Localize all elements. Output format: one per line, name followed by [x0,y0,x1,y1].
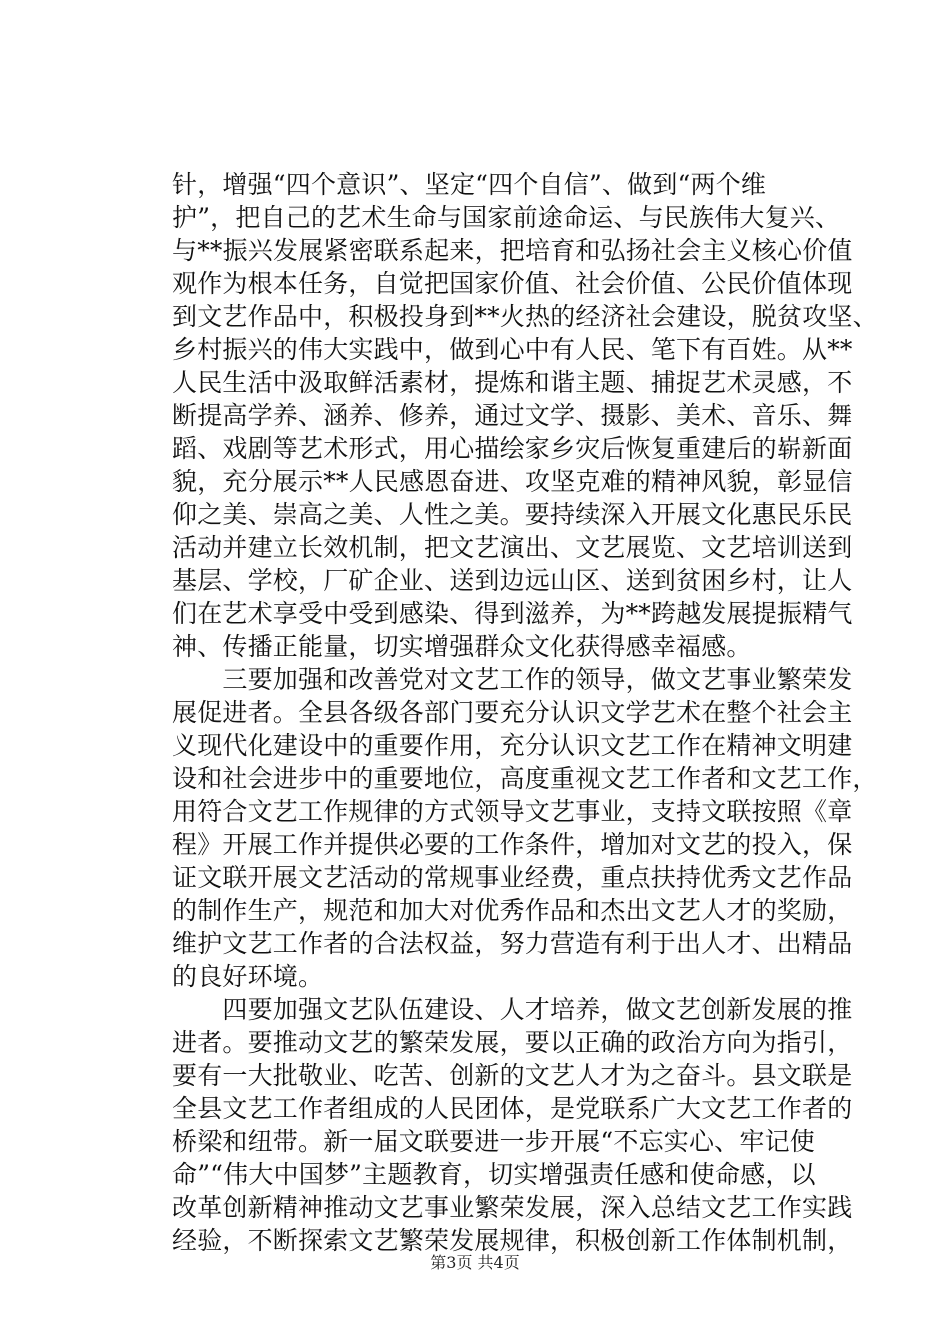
text-line: 仰之美、崇高之美、人性之美。要持续深入开展文化惠民乐民 [172,500,853,529]
text-line: 设和社会进步中的重要地位，高度重视文艺工作者和文艺工作， [172,764,878,793]
text-line: 维护文艺工作者的合法权益，努力营造有利于出人才、出精品 [172,929,853,958]
text-line: 经验，不断探索文艺繁荣发展规律，积极创新工作体制机制， [172,1226,853,1255]
text-line: 护”，把自己的艺术生命与国家前途命运、与民族伟大复兴、 [172,203,841,232]
text-line: 展促进者。全县各级各部门要充分认识文学艺术在整个社会主 [172,698,853,727]
text-line: 用符合文艺工作规律的方式领导文艺事业，支持文联按照《章 [172,797,853,826]
page-footer: 第3页 共4页 [430,1253,520,1272]
text-line: 要有一大批敬业、吃苦、创新的文艺人才为之奋斗。县文联是 [172,1061,853,1090]
text-line: 三要加强和改善党对文艺工作的领导，做文艺事业繁荣发 [172,665,853,694]
text-line: 神、传播正能量，切实增强群众文化获得感幸福感。 [172,632,752,661]
text-line: 断提高学养、涵养、修养，通过文学、摄影、美术、音乐、舞 [172,401,853,430]
body-text [172,168,878,1257]
text-line: 四要加强文艺队伍建设、人才培养，做文艺创新发展的推 [172,995,853,1024]
text-line: 蹈、戏剧等艺术形式，用心描绘家乡灾后恢复重建后的崭新面 [172,434,853,463]
text-line: 乡村振兴的伟大实践中，做到心中有人民、笔下有百姓。从** [172,335,853,364]
text-line: 活动并建立长效机制，把文艺演出、文艺展览、文艺培训送到 [172,533,853,562]
text-line: 到文艺作品中，积极投身到**火热的经济社会建设，脱贫攻坚、 [172,302,878,331]
text-line: 命”“伟大中国梦”主题教育，切实增强责任感和使命感，以 [172,1160,816,1189]
text-line: 全县文艺工作者组成的人民团体，是党联系广大文艺工作者的 [172,1094,853,1123]
text-line: 的良好环境。 [172,962,324,991]
text-line: 义现代化建设中的重要作用，充分认识文艺工作在精神文明建 [172,731,853,760]
text-line: 与**振兴发展紧密联系起来，把培育和弘扬社会主义核心价值 [172,236,853,265]
text-line: 进者。要推动文艺的繁荣发展，要以正确的政治方向为指引， [172,1028,853,1057]
text-line: 桥梁和纽带。新一届文联要进一步开展“不忘实心、牢记使 [172,1127,815,1156]
text-line: 改革创新精神推动文艺事业繁荣发展，深入总结文艺工作实践 [172,1193,853,1222]
text-line: 们在艺术享受中受到感染、得到滋养，为**跨越发展提振精气 [172,599,853,628]
text-line: 基层、学校，厂矿企业、送到边远山区、送到贫困乡村，让人 [172,566,853,595]
text-line: 貌，充分展示**人民感恩奋进、攻坚克难的精神风貌，彰显信 [172,467,853,496]
text-line: 观作为根本任务，自觉把国家价值、社会价值、公民价值体现 [172,269,853,298]
text-line: 针，增强“四个意识”、坚定“四个自信”、做到“两个维 [172,170,767,199]
text-line: 程》开展工作并提供必要的工作条件，增加对文艺的投入，保 [172,830,853,859]
text-line: 证文联开展文艺活动的常规事业经费，重点扶持优秀文艺作品 [172,863,853,892]
text-line: 人民生活中汲取鲜活素材，提炼和谐主题、捕捉艺术灵感，不 [172,368,853,397]
text-line: 的制作生产，规范和加大对优秀作品和杰出文艺人才的奖励， [172,896,853,925]
